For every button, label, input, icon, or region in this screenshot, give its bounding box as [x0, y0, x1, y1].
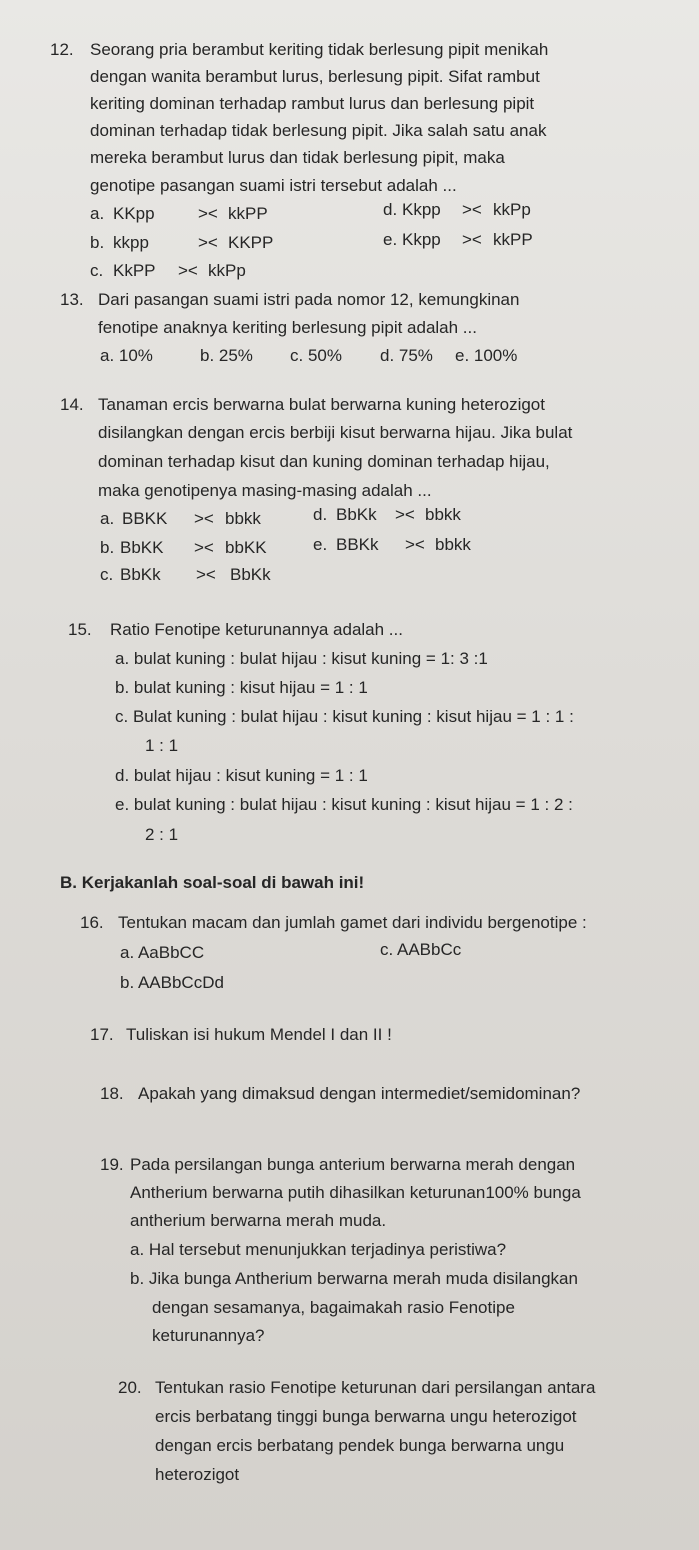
cross-symbol: >< [178, 261, 198, 280]
cross-symbol: >< [198, 204, 218, 223]
option-a: a. AaBbCC [120, 943, 205, 962]
question-text-line: dominan terhadap kisut dan kuning dominan terhadap hijau, [98, 452, 550, 471]
option-letter: d. [383, 200, 398, 219]
subquestion-b-line: keturunannya? [152, 1326, 265, 1345]
question-text-line: Apakah yang dimaksud dengan intermediet/semidominan? [138, 1084, 581, 1103]
genotype-right: bbkk [425, 505, 461, 524]
question-text-line: Pada persilangan bunga anterium berwarna merah dengan [130, 1155, 576, 1174]
cross-symbol: >< [196, 565, 216, 584]
question-text-line: Ratio Fenotipe keturunannya adalah ... [110, 620, 403, 639]
option-e-continuation: 2 : 1 [145, 825, 179, 844]
genotype-left: BbKk [336, 505, 377, 524]
genotype-left: KkPP [113, 261, 156, 280]
cross-symbol: >< [395, 505, 415, 524]
option-c: c. Bulat kuning : bulat hijau : kisut kuning : kisut hijau = 1 : 1 : [115, 707, 574, 726]
option-letter: c. [100, 565, 114, 584]
option-c: c. 50% [290, 346, 342, 365]
question-number: 15. [68, 620, 92, 639]
question-number: 18. [100, 1084, 124, 1103]
cross-symbol: >< [462, 230, 482, 249]
question-text-line: Seorang pria berambut keriting tidak berlesung pipit menikah [90, 40, 549, 59]
option-c: c. AABbCc [380, 940, 462, 959]
option-b: b. bulat kuning : kisut hijau = 1 : 1 [115, 678, 368, 697]
question-text-line: ercis berbatang tinggi bunga berwarna ungu heterozigot [155, 1407, 577, 1426]
option-d: d. 75% [380, 346, 433, 365]
option-letter: b. [100, 538, 115, 557]
genotype-right: BbKk [230, 565, 271, 584]
subquestion-a: a. Hal tersebut menunjukkan terjadinya peristiwa? [130, 1240, 507, 1259]
question-text-line: dominan terhadap tidak berlesung pipit. Jika salah satu anak [90, 121, 547, 140]
genotype-right: kkPP [493, 230, 533, 249]
question-text-line: mereka berambut lurus dan tidak berlesung pipit, maka [90, 148, 505, 167]
option-b: b. AABbCcDd [120, 973, 224, 992]
genotype-right: bbKK [225, 538, 267, 557]
question-number: 13. [60, 290, 84, 309]
question-text-line: dengan ercis berbatang pendek bunga berwarna ungu [155, 1436, 565, 1455]
question-text-line: maka genotipenya masing-masing adalah ... [98, 481, 432, 500]
option-letter: e. [383, 230, 398, 249]
question-number: 12. [50, 40, 74, 59]
genotype-right: kkPP [228, 204, 268, 223]
cross-symbol: >< [462, 200, 482, 219]
genotype-left: KKpp [113, 204, 155, 223]
genotype-left: Kkpp [402, 200, 441, 219]
genotype-left: BBKK [122, 509, 168, 528]
genotype-right: bbkk [435, 535, 471, 554]
question-text-line: antherium berwarna merah muda. [130, 1211, 387, 1230]
question-text-line: heterozigot [155, 1465, 240, 1484]
question-number: 20. [118, 1378, 142, 1397]
genotype-left: Kkpp [402, 230, 441, 249]
genotype-left: kkpp [113, 233, 149, 252]
genotype-left: BbKK [120, 538, 164, 557]
question-text-line: Dari pasangan suami istri pada nomor 12, kemungkinan [98, 290, 520, 309]
genotype-left: BbKk [120, 565, 161, 584]
question-number: 17. [90, 1025, 114, 1044]
genotype-right: KKPP [228, 233, 274, 252]
section-heading: B. Kerjakanlah soal-soal di bawah ini! [60, 873, 365, 892]
question-text-line: Tentukan macam dan jumlah gamet dari individu bergenotipe : [118, 913, 587, 932]
option-letter: a. [100, 509, 115, 528]
question-text-line: Tentukan rasio Fenotipe keturunan dari persilangan antara [155, 1378, 596, 1397]
genotype-right: kkPp [493, 200, 531, 219]
option-letter: e. [313, 535, 328, 554]
cross-symbol: >< [194, 538, 214, 557]
option-e: e. bulat kuning : bulat hijau : kisut kuning : kisut hijau = 1 : 2 : [115, 795, 573, 814]
option-d: d. bulat hijau : kisut kuning = 1 : 1 [115, 766, 368, 785]
cross-symbol: >< [405, 535, 425, 554]
question-text-line: Tuliskan isi hukum Mendel I dan II ! [126, 1025, 392, 1044]
option-letter: c. [90, 261, 104, 280]
subquestion-b-line: dengan sesamanya, bagaimakah rasio Fenotipe [152, 1298, 515, 1317]
option-letter: a. [90, 204, 105, 223]
option-c-continuation: 1 : 1 [145, 736, 179, 755]
question-text-line: disilangkan dengan ercis berbiji kisut berwarna hijau. Jika bulat [98, 423, 573, 442]
option-letter: b. [90, 233, 105, 252]
genotype-left: BBKk [336, 535, 379, 554]
subquestion-b: b. Jika bunga Antherium berwarna merah muda disilangkan [130, 1269, 578, 1288]
question-text-line: Antherium berwarna putih dihasilkan keturunan100% bunga [130, 1183, 581, 1202]
option-letter: d. [313, 505, 328, 524]
option-e: e. 100% [455, 346, 518, 365]
cross-symbol: >< [194, 509, 214, 528]
question-number: 19. [100, 1155, 124, 1174]
option-a: a. bulat kuning : bulat hijau : kisut kuning = 1: 3 :1 [115, 649, 488, 668]
question-text-line: genotipe pasangan suami istri tersebut adalah ... [90, 176, 457, 195]
question-text-line: keriting dominan terhadap rambut lurus dan berlesung pipit [90, 94, 535, 113]
cross-symbol: >< [198, 233, 218, 252]
question-number: 14. [60, 395, 84, 414]
question-number: 16. [80, 913, 104, 932]
question-text-line: fenotipe anaknya keriting berlesung pipit adalah ... [98, 318, 477, 337]
question-text-line: Tanaman ercis berwarna bulat berwarna kuning heterozigot [98, 395, 545, 414]
option-b: b. 25% [200, 346, 253, 365]
genotype-right: bbkk [225, 509, 261, 528]
option-a: a. 10% [100, 346, 153, 365]
question-text-line: dengan wanita berambut lurus, berlesung pipit. Sifat rambut [90, 67, 540, 86]
genotype-right: kkPp [208, 261, 246, 280]
